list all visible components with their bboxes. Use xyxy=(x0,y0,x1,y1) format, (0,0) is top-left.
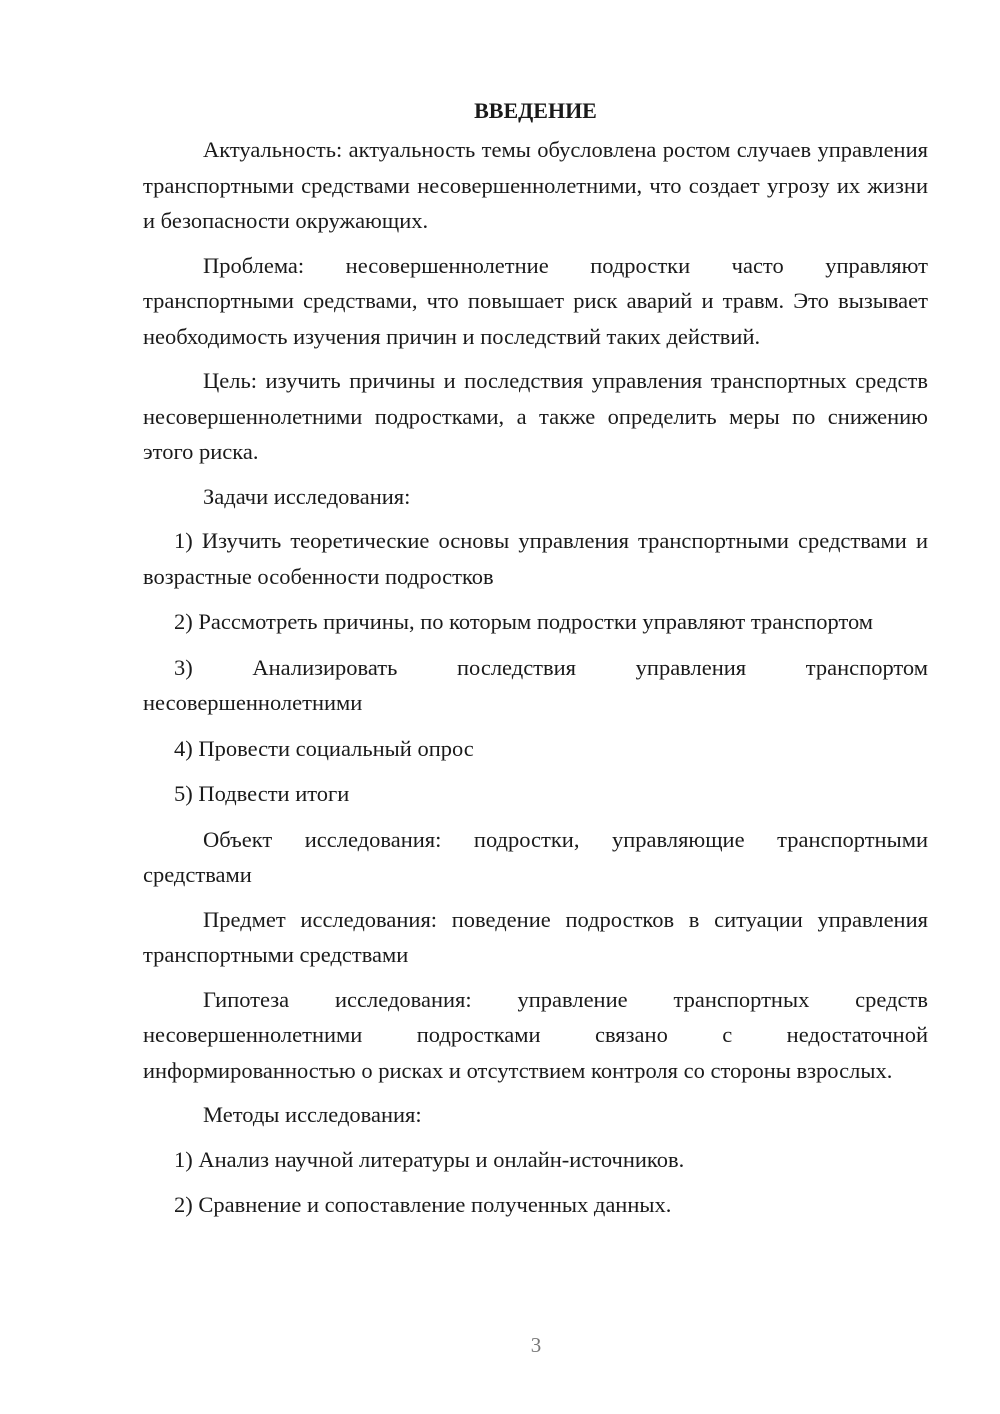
task-item-5: 5) Подвести итоги xyxy=(174,781,350,806)
problem-paragraph: Проблема: несовершеннолетние подростки часто управляют транспортными средствами, что повышает риск аварий и травм. Это вызывает необходимость изучения причин и последствий таких действий. xyxy=(143,252,928,349)
object-paragraph: Объект исследования: подростки, управляющие транспортными средствами xyxy=(143,826,928,887)
hypothesis-paragraph: Гипотеза исследования: управление транспортных средств несовершеннолетними подростками связано с недостаточной информированностью о рисках и отсутствием контроля со стороны взрослых. xyxy=(143,986,928,1083)
task-item-2: 2) Рассмотреть причины, по которым подростки управляют транспортом xyxy=(174,609,874,634)
method-item-1: 1) Анализ научной литературы и онлайн-источников. xyxy=(174,1146,685,1172)
tasks-heading: Задачи исследования: xyxy=(203,483,411,509)
task-item-3: 3) Анализировать последствия управления транспортом несовершеннолетними xyxy=(143,654,928,715)
goal-paragraph: Цель: изучить причины и последствия управления транспортных средств несовершеннолетними подростками, а также определить меры по снижению этого риска. xyxy=(143,368,928,464)
method-item-2: 2) Сравнение и сопоставление полученных данных. xyxy=(174,1192,672,1217)
task-item-1: 1) Изучить теоретические основы управления транспортными средствами и возрастные особенности подростков xyxy=(143,528,928,589)
page-number: 3 xyxy=(530,1333,542,1357)
subject-paragraph: Предмет исследования: поведение подростков в ситуации управления транспортными средствами xyxy=(143,906,928,967)
page-content xyxy=(143,96,928,1233)
relevance-paragraph: Актуальность: актуальность темы обусловлена ростом случаев управления транспортными средствами несовершеннолетними, что создает угрозу их жизни и безопасности окружающих. xyxy=(143,137,928,233)
section-title: ВВЕДЕНИЕ xyxy=(474,98,597,123)
methods-heading: Методы исследования: xyxy=(203,1102,422,1127)
task-item-4: 4) Провести социальный опрос xyxy=(174,735,474,761)
